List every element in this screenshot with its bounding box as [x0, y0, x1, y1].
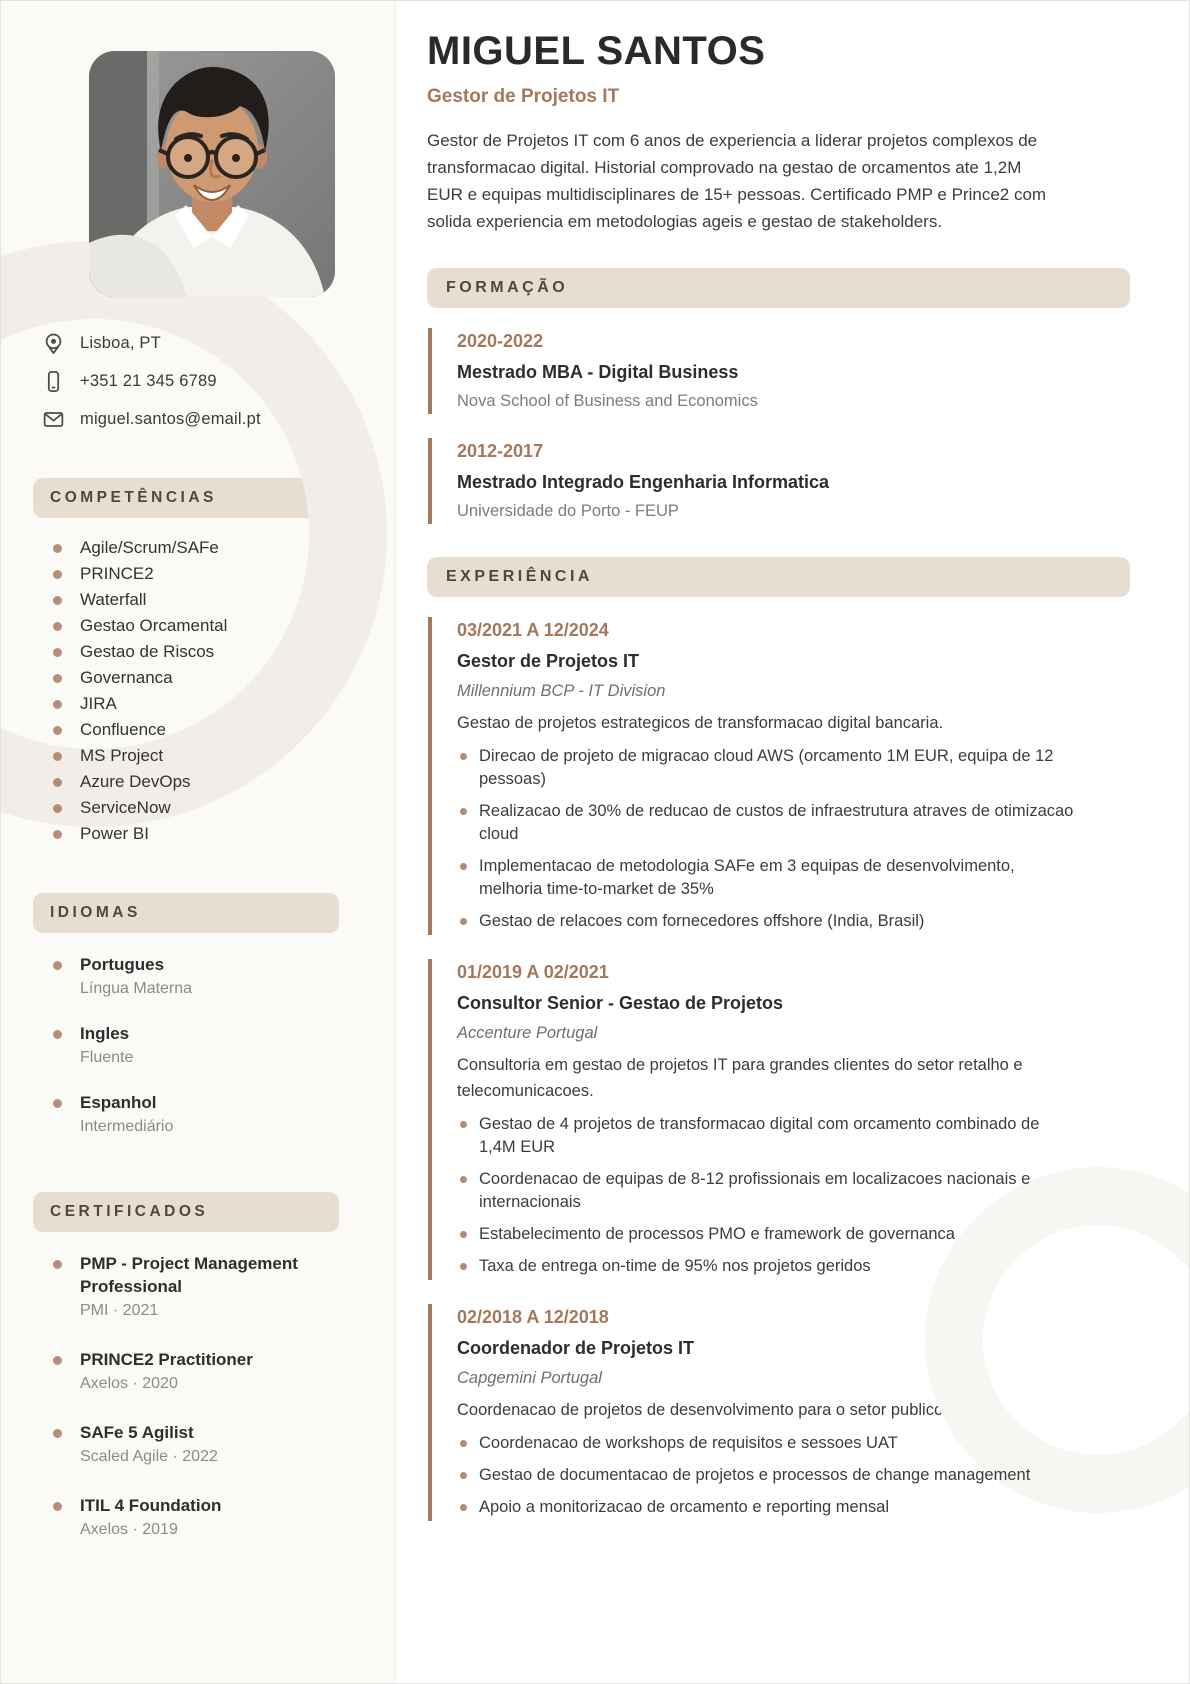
- experience-entry: [428, 959, 1130, 1280]
- achievement-item: Gestao de relacoes com fornecedores offshore (India, Brasil): [457, 910, 1077, 933]
- languages-section: [1, 893, 395, 1138]
- job-period: 01/2019 A 02/2021: [457, 962, 609, 982]
- skills-list: [1, 535, 395, 847]
- language-name: Espanhol: [80, 1093, 157, 1112]
- job-achievements: [457, 745, 1077, 933]
- achievement-item: Direcao de projeto de migracao cloud AWS (orcamento 1M EUR, equipa de 12 pessoas): [457, 745, 1077, 791]
- certifications-list: [1, 1252, 395, 1541]
- certification-name: SAFe 5 Agilist: [80, 1423, 194, 1442]
- language-item: [47, 953, 375, 1000]
- achievement-item: Realizacao de 30% de reducao de custos de infraestrutura atraves de otimizacao cloud: [457, 800, 1077, 846]
- education-degree: Mestrado MBA - Digital Business: [457, 362, 739, 382]
- language-name: Portugues: [80, 955, 165, 974]
- certification-item: [47, 1421, 375, 1468]
- achievement-item: Implementacao de metodologia SAFe em 3 equipas de desenvolvimento, melhoria time-to-market de 35%: [457, 855, 1077, 901]
- certification-item: [47, 1494, 375, 1541]
- skill-item: Confluence: [47, 717, 375, 743]
- contact-phone: [41, 369, 395, 394]
- skills-section: [1, 478, 395, 847]
- achievement-item: Gestao de documentacao de projetos e processos de change management: [457, 1464, 1077, 1487]
- profile-summary: Gestor de Projetos IT com 6 anos de experiencia a liderar projetos complexos de transformacao digital. Historial comprovado na gestao de orcamentos ate 1,2M EUR e equipas multidisciplinares de 15+ pessoas. Certificado PMP e Prince2 com solida experiencia em metodologias ageis e gestao de stakeholders.: [427, 131, 1047, 231]
- education-degree: Mestrado Integrado Engenharia Informatica: [457, 472, 830, 492]
- education-entry: [428, 328, 1130, 414]
- profile-photo: [89, 51, 335, 297]
- language-level: Fluente: [80, 1049, 134, 1066]
- education-section-header: FORMAÇÃO: [427, 268, 1130, 308]
- certification-issuer: PMI · 2021: [80, 1302, 159, 1319]
- certification-issuer: Scaled Agile · 2022: [80, 1448, 218, 1465]
- contact-list: [41, 331, 395, 432]
- skill-item: Gestao Orcamental: [47, 613, 375, 639]
- job-period: 02/2018 A 12/2018: [457, 1307, 609, 1327]
- language-name: Ingles: [80, 1024, 130, 1043]
- certification-name: ITIL 4 Foundation: [80, 1496, 222, 1515]
- skill-item: Azure DevOps: [47, 769, 375, 795]
- skill-item: Waterfall: [47, 587, 375, 613]
- phone-text: +351 21 345 6789: [80, 372, 217, 390]
- skills-section-header: COMPETÊNCIAS: [33, 478, 339, 518]
- portrait-illustration: [89, 51, 335, 297]
- certification-issuer: Axelos · 2020: [80, 1375, 178, 1392]
- skill-item: MS Project: [47, 743, 375, 769]
- job-role: Consultor Senior - Gestao de Projetos: [457, 993, 784, 1013]
- job-company: Millennium BCP - IT Division: [457, 682, 666, 700]
- language-item: [47, 1091, 375, 1138]
- contact-location: [41, 331, 395, 356]
- job-role: Gestor de Projetos IT: [457, 651, 640, 671]
- email-text: miguel.santos@email.pt: [80, 410, 261, 428]
- certifications-section-header: CERTIFICADOS: [33, 1192, 339, 1232]
- experience-entry: [428, 617, 1130, 935]
- certifications-section: [1, 1192, 395, 1541]
- experience-entry: [428, 1304, 1130, 1521]
- location-text: Lisboa, PT: [80, 334, 161, 352]
- contact-email: [41, 407, 395, 432]
- certification-name: PMP - Project Management Professional: [80, 1254, 298, 1296]
- mobile-phone-icon: [41, 369, 66, 394]
- achievement-item: Coordenacao de equipas de 8-12 profissionais em localizacoes nacionais e internacionais: [457, 1168, 1077, 1214]
- job-company: Accenture Portugal: [457, 1024, 598, 1042]
- education-school: Universidade do Porto - FEUP: [457, 502, 679, 520]
- languages-list: [1, 953, 395, 1138]
- language-item: [47, 1022, 375, 1069]
- achievement-item: Gestao de 4 projetos de transformacao digital com orcamento combinado de 1,4M EUR: [457, 1113, 1077, 1159]
- achievement-item: Coordenacao de workshops de requisitos e sessoes UAT: [457, 1432, 1077, 1455]
- education-period: 2012-2017: [457, 441, 544, 461]
- sidebar: [1, 1, 396, 1683]
- certification-item: [47, 1348, 375, 1395]
- skill-item: Governanca: [47, 665, 375, 691]
- skill-item: PRINCE2: [47, 561, 375, 587]
- job-summary: Coordenacao de projetos de desenvolvimento para o setor publico.: [457, 1401, 948, 1419]
- skill-item: JIRA: [47, 691, 375, 717]
- skill-item: Gestao de Riscos: [47, 639, 375, 665]
- job-summary: Gestao de projetos estrategicos de transformacao digital bancaria.: [457, 714, 944, 732]
- certification-name: PRINCE2 Practitioner: [80, 1350, 253, 1369]
- job-role: Coordenador de Projetos IT: [457, 1338, 695, 1358]
- job-period: 03/2021 A 12/2024: [457, 620, 609, 640]
- candidate-name: MIGUEL SANTOS: [427, 29, 766, 73]
- language-level: Língua Materna: [80, 980, 193, 997]
- main-content: [396, 1, 1190, 1683]
- job-summary: Consultoria em gestao de projetos IT para grandes clientes do setor retalho e telecomunicacoes.: [457, 1056, 1023, 1100]
- achievement-item: Estabelecimento de processos PMO e framework de governanca: [457, 1223, 1077, 1246]
- education-school: Nova School of Business and Economics: [457, 392, 758, 410]
- language-level: Intermediário: [80, 1118, 174, 1135]
- skill-item: ServiceNow: [47, 795, 375, 821]
- achievement-item: Taxa de entrega on-time de 95% nos projetos geridos: [457, 1255, 1077, 1278]
- envelope-icon: [41, 407, 66, 432]
- certification-issuer: Axelos · 2019: [80, 1521, 178, 1538]
- certification-item: [47, 1252, 375, 1322]
- skill-item: Agile/Scrum/SAFe: [47, 535, 375, 561]
- job-achievements: [457, 1113, 1077, 1278]
- job-company: Capgemini Portugal: [457, 1369, 602, 1387]
- experience-section-header: EXPERIÊNCIA: [427, 557, 1130, 597]
- languages-section-header: IDIOMAS: [33, 893, 339, 933]
- job-achievements: [457, 1432, 1077, 1519]
- achievement-item: Apoio a monitorizacao de orcamento e reporting mensal: [457, 1496, 1077, 1519]
- education-entry: [428, 438, 1130, 524]
- location-pin-icon: [41, 331, 66, 356]
- candidate-title: Gestor de Projetos IT: [427, 86, 620, 107]
- skill-item: Power BI: [47, 821, 375, 847]
- education-period: 2020-2022: [457, 331, 544, 351]
